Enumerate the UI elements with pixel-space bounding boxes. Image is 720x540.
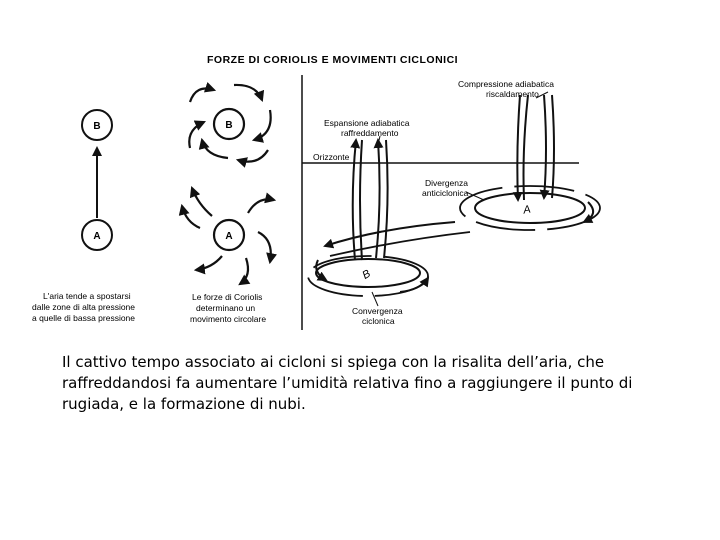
rising-air-arrow: [376, 140, 380, 258]
high-pressure-label: A: [522, 203, 532, 217]
low-pressure-label: B: [225, 120, 233, 131]
divergence-label: Divergenza: [425, 178, 468, 188]
right-panel: [302, 75, 600, 330]
spiral-arrow: [190, 89, 214, 103]
left-panel: [32, 110, 135, 323]
high-pressure-label: A: [93, 231, 101, 242]
outflow-arrow: [258, 232, 271, 262]
descending-air-arrow: [524, 95, 529, 200]
spiral-arrow: [189, 122, 204, 148]
left-caption-line: dalle zone di alta pressione: [32, 302, 136, 312]
rising-air-arrow: [360, 140, 362, 260]
expansion-label: raffreddamento: [341, 128, 399, 138]
expansion-label: Espansione adiabatica: [324, 118, 410, 128]
horizon-label: Orizzonte: [313, 152, 350, 162]
surface-flow-arrow: [325, 222, 455, 246]
spiral-arrow: [254, 110, 271, 140]
middle-caption-line: movimento circolare: [190, 314, 267, 324]
compression-label: Compressione adiabatica: [458, 79, 554, 89]
low-pressure-label: B: [93, 121, 101, 132]
outflow-arrow: [248, 199, 274, 213]
outflow-arrow: [192, 188, 212, 216]
high-pressure-label: A: [225, 231, 233, 242]
left-caption-line: a quelle di bassa pressione: [32, 313, 136, 323]
compression-label: riscaldamento: [486, 89, 539, 99]
middle-caption-line: determinano un: [196, 303, 256, 313]
convergence-label: ciclonica: [362, 316, 395, 326]
descending-air-arrow: [552, 95, 554, 198]
divergence-label: anticiclonica: [422, 188, 469, 198]
middle-panel: [182, 85, 274, 284]
spiral-arrow: [202, 140, 228, 158]
outflow-arrow: [240, 258, 248, 284]
leader-line: [372, 292, 378, 306]
surface-flow-arrow: [330, 232, 470, 256]
descending-air-arrow: [544, 95, 546, 198]
rising-air-arrow: [353, 140, 356, 260]
leader-line: [466, 192, 484, 200]
outflow-arrow: [196, 256, 222, 270]
spiral-arrow: [234, 85, 262, 100]
spiral-arrow: [238, 150, 268, 162]
low-pressure-label: B: [360, 267, 373, 282]
middle-caption-line: Le forze di Coriolis: [192, 292, 263, 302]
caption-text: Il cattivo tempo associato ai cicloni si spiega con la risalita dell’aria, che raffreddandosi fa aumentare l’umidità relativa fino a raggiungere il punto di rugiada, e la formazione di nubi.: [62, 353, 633, 413]
left-caption-line: L'aria tende a spostarsi: [43, 291, 131, 301]
convergence-label: Convergenza: [352, 306, 403, 316]
outflow-arrow: [182, 206, 200, 228]
rising-air-arrow: [384, 140, 388, 258]
descending-air-arrow: [517, 95, 520, 200]
diagram-title: FORZE DI CORIOLIS E MOVIMENTI CICLONICI: [207, 54, 459, 66]
